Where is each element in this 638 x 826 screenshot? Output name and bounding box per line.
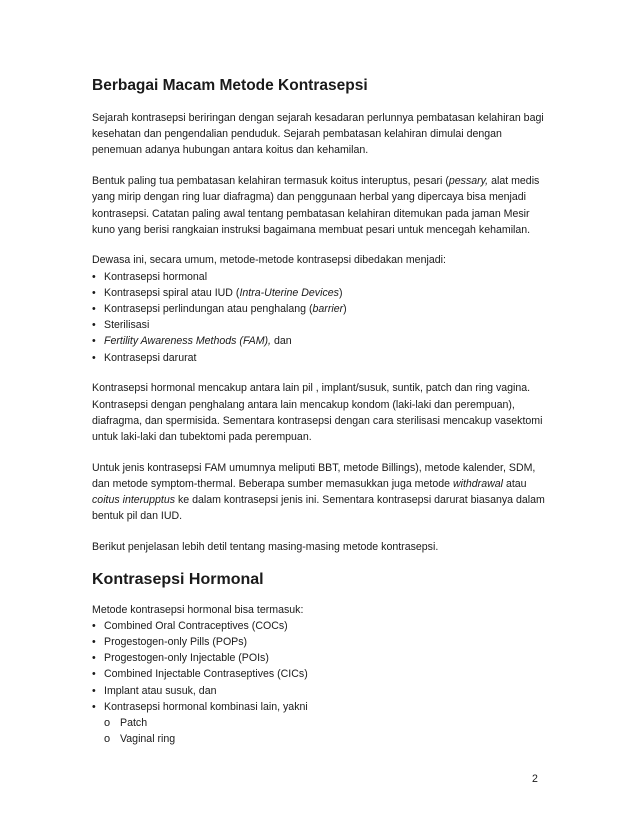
- sub-list-item: [92, 715, 552, 731]
- list-item: [92, 317, 552, 333]
- list-item: [92, 666, 552, 682]
- hormonal-method-list: [92, 618, 552, 715]
- text-run: ): [338, 286, 343, 299]
- list-intro-hormonal: Metode kontrasepsi hormonal bisa termasuk:: [92, 603, 304, 616]
- italic-term: Fertility Awareness Methods (FAM),: [104, 335, 271, 348]
- list-item: [92, 269, 552, 285]
- paragraph-hormonal-barrier: Kontrasepsi hormonal mencakup antara lain pil , implant/susuk, suntik, patch dan ring vagina. Kontrasepsi dengan penghalang antara lain mencakup kondom (laki-laki dan perempuan), diafragma, dan spermisida. Sementara kontrasepsi dengan cara sterilisasi mencakup vasektomi untuk laki-laki dan tubektomi pada perempuan.: [92, 382, 543, 443]
- text-run: Kontrasepsi perlindungan atau penghalang (: [104, 303, 313, 316]
- bullet-icon: •: [92, 335, 96, 348]
- list-item-text: Progestogen-only Injectable (POIs): [104, 652, 269, 665]
- sub-list-item: [92, 731, 552, 747]
- list-intro: Dewasa ini, secara umum, metode-metode kontrasepsi dibedakan menjadi:: [92, 254, 446, 267]
- paragraph-fam: [92, 460, 552, 525]
- text-run: atau: [503, 477, 527, 490]
- page-number: 2: [532, 773, 538, 785]
- bullet-icon: •: [92, 270, 96, 283]
- list-item: [92, 634, 552, 650]
- bullet-icon: •: [92, 684, 96, 697]
- list-item-text: Sterilisasi: [104, 319, 150, 332]
- paragraph-followup: Berikut penjelasan lebih detil tentang masing-masing metode kontrasepsi.: [92, 540, 439, 553]
- hormonal-sub-list: [92, 715, 552, 747]
- list-item: [92, 699, 552, 715]
- list-item-text: Kontrasepsi darurat: [104, 351, 197, 364]
- list-item: [92, 285, 552, 301]
- list-item-text: Kontrasepsi hormonal: [104, 270, 208, 283]
- text-run: ke dalam kontrasepsi jenis ini. Sementara kontrasepsi darurat biasanya dalam bentuk pil dan IUD.: [92, 494, 545, 523]
- circle-bullet-icon: o: [104, 733, 111, 746]
- text-run: alat medis yang mirip dengan ring luar diafragma) dan penggunaan herbal yang dipercaya bisa menjadi kontrasepsi. Catatan paling awal tentang pembatasan kelahiran ditemukan pada jaman Mesir kuno yang berisi rangkaian instruksi bagaimana membuat pesari untuk mencegah kehamilan.: [92, 175, 540, 236]
- italic-term: withdrawal: [452, 477, 503, 490]
- paragraph-oldest-methods: [92, 173, 552, 238]
- bullet-icon: •: [92, 636, 96, 649]
- bullet-icon: •: [92, 619, 96, 632]
- section-title-hormonal: Kontrasepsi Hormonal: [92, 570, 264, 588]
- bullet-icon: •: [92, 668, 96, 681]
- text-run: Bentuk paling tua pembatasan kelahiran termasuk koitus interuptus, pesari (: [92, 175, 449, 188]
- text-run: Untuk jenis kontrasepsi FAM umumnya meliputi BBT, metode Billings), metode kalender, SDM, dan metode symptom-thermal. Beberapa sumber memasukkan juga metode: [92, 461, 536, 490]
- bullet-icon: •: [92, 319, 96, 332]
- list-item: [92, 618, 552, 634]
- sub-list-item-text: Vaginal ring: [120, 733, 176, 746]
- text-run: ): [343, 303, 347, 316]
- paragraph-history: Sejarah kontrasepsi beriringan dengan sejarah kesadaran perlunnya pembatasan kelahiran bagi kesehatan dan pengendalian penduduk. Sejarah pembatasan kelahiran dimulai dengan penemuan adanya hubungan antara koitus dan kehamilan.: [92, 112, 544, 157]
- list-item-text: Implant atau susuk, dan: [104, 684, 217, 697]
- bullet-icon: •: [92, 286, 96, 299]
- bullet-icon: •: [92, 303, 96, 316]
- italic-term: pessary,: [448, 175, 489, 188]
- bullet-icon: •: [92, 700, 96, 713]
- text-run: Kontrasepsi spiral atau IUD (: [104, 286, 240, 299]
- sub-list-item-text: Patch: [120, 717, 148, 730]
- italic-term: barrier: [312, 303, 344, 316]
- bullet-icon: •: [92, 351, 96, 364]
- circle-bullet-icon: o: [104, 717, 111, 730]
- list-item: [92, 301, 552, 317]
- section-title: Berbagai Macam Metode Kontrasepsi: [92, 77, 368, 94]
- list-item: [92, 333, 552, 349]
- method-list: [92, 269, 552, 366]
- list-item-text: Kontrasepsi hormonal kombinasi lain, yakni: [104, 700, 308, 713]
- list-item-text: Combined Oral Contraceptives (COCs): [104, 619, 288, 632]
- list-item-text: Combined Injectable Contraseptives (CICs): [104, 668, 308, 681]
- bullet-icon: •: [92, 652, 96, 665]
- list-item-text: Progestogen-only Pills (POPs): [104, 636, 248, 649]
- list-item: [92, 683, 552, 699]
- italic-term: coitus interupptus: [92, 494, 176, 507]
- text-run: dan: [271, 335, 292, 348]
- list-item: [92, 650, 552, 666]
- page-content: [92, 76, 552, 748]
- list-item: [92, 350, 552, 366]
- italic-term: Intra-Uterine Devices: [239, 286, 339, 299]
